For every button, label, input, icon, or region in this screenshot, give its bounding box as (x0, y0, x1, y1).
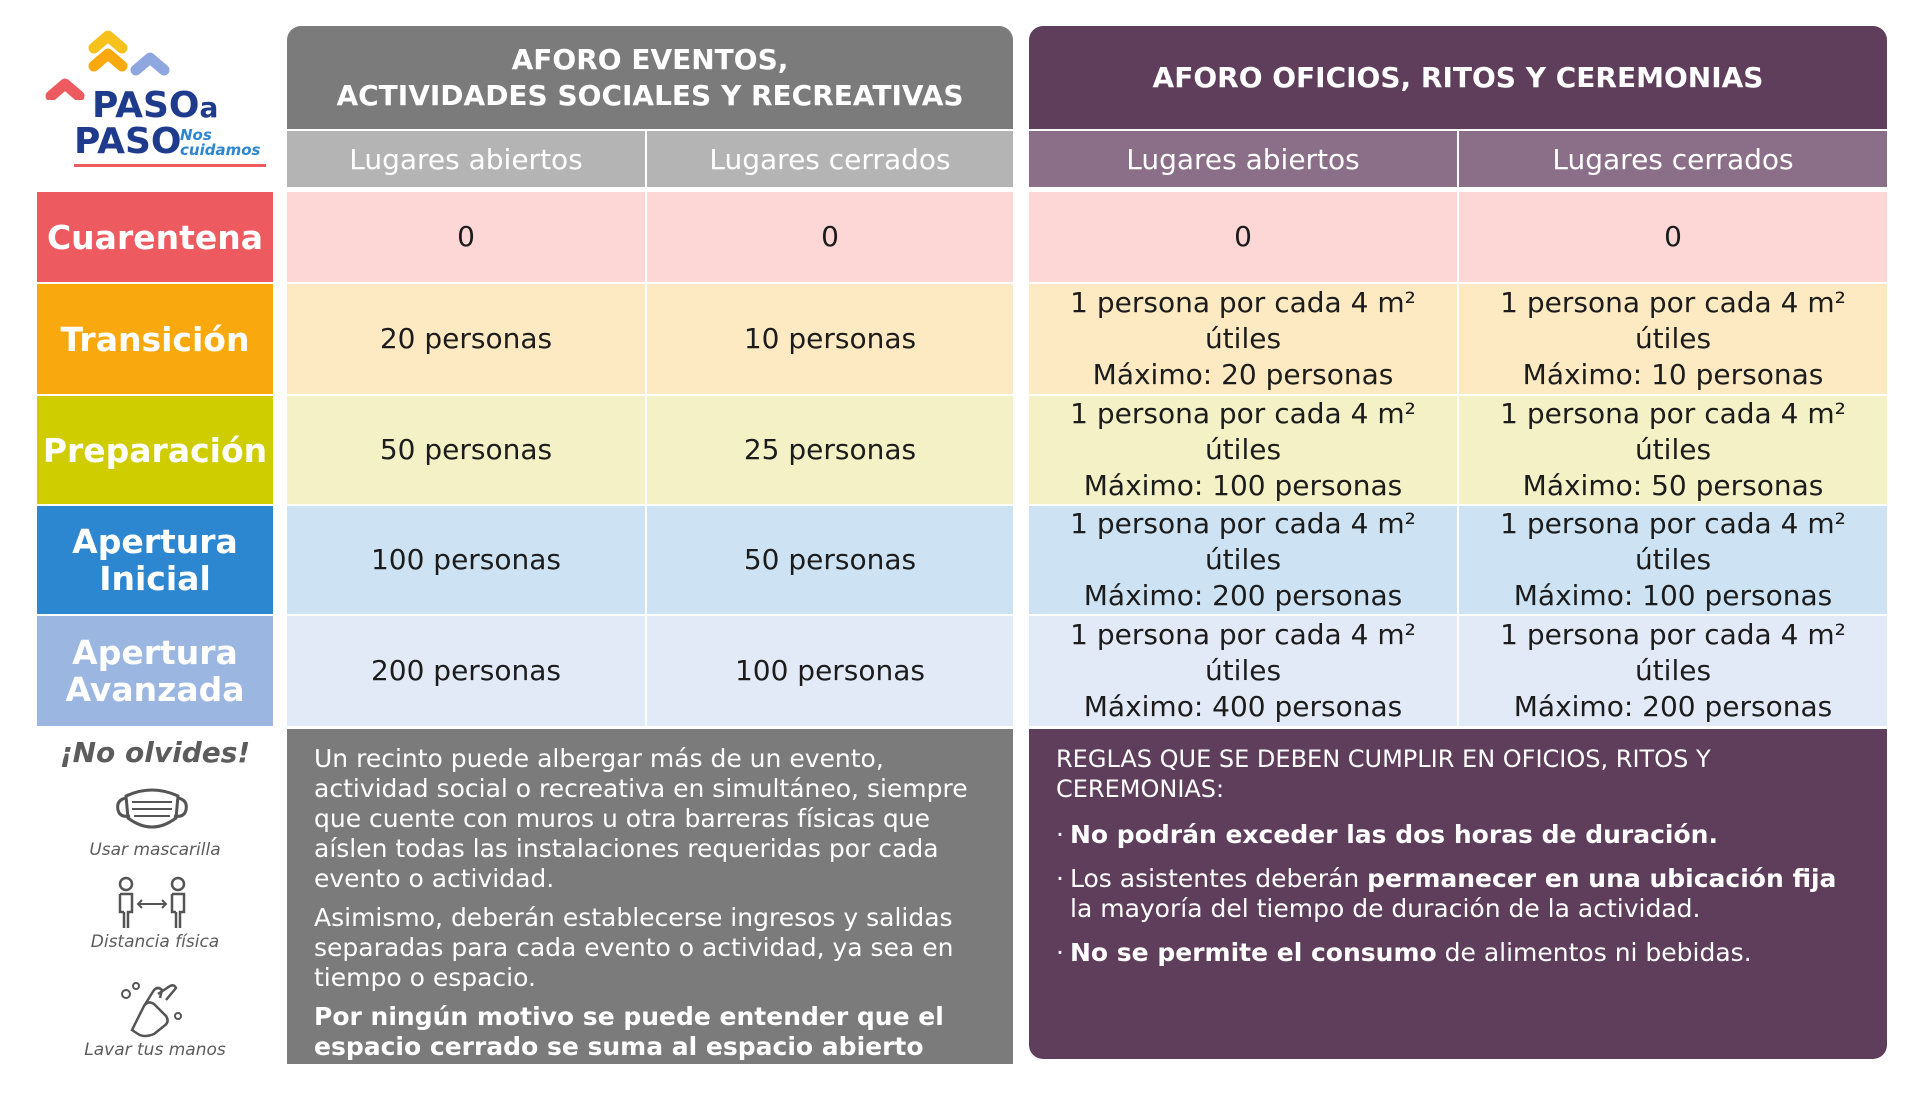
events-note (314, 744, 994, 1101)
ceremonies-col-open-label: Lugares abiertos (1126, 142, 1360, 176)
bullet: · (1056, 864, 1064, 893)
ceremonies-initial-open: 1 persona por cada 4 m² útiles Máximo: 200 personas (1029, 506, 1457, 614)
rule-item (1056, 864, 1866, 924)
events-quarantine-closed: 0 (647, 192, 1013, 282)
reminder-mask-label: Usar mascarilla (89, 840, 221, 860)
events-quarantine-open: 0 (287, 192, 645, 282)
phase-transition (37, 284, 273, 394)
phase-initial-opening (37, 506, 273, 614)
phase-advanced-opening (37, 616, 273, 726)
events-preparation-open: 50 personas (287, 396, 645, 504)
ceremonies-transition-open: 1 persona por cada 4 m² útiles Máximo: 20 personas (1029, 284, 1457, 394)
ceremonies-header (1029, 26, 1887, 129)
events-transition-open: 20 personas (287, 284, 645, 394)
rule2-bold: permanecer en una ubicación fija (1367, 864, 1837, 893)
ceremonies-title: AFORO OFICIOS, RITOS Y CEREMONIAS (1152, 60, 1764, 94)
logo-underline (74, 164, 266, 167)
ceremonies-initial-closed: 1 persona por cada 4 m² útiles Máximo: 100 personas (1459, 506, 1887, 614)
events-col-open-label: Lugares abiertos (349, 142, 583, 176)
ceremonies-col-closed-header (1459, 131, 1887, 187)
phase-label: Cuarentena (46, 217, 264, 257)
paso-a-paso-logo (44, 30, 270, 172)
ceremonies-preparation-closed: 1 persona por cada 4 m² útiles Máximo: 50 personas (1459, 396, 1887, 504)
mask-icon (112, 782, 192, 838)
ceremonies-advanced-open: 1 persona por cada 4 m² útiles Máximo: 400 personas (1029, 616, 1457, 726)
ceremonies-transition-closed: 1 persona por cada 4 m² útiles Máximo: 10 personas (1459, 284, 1887, 394)
reminder-distance-label: Distancia física (90, 932, 220, 952)
phase-preparation (37, 396, 273, 504)
bullet: · (1056, 938, 1064, 967)
rule3-post: de alimentos ni bebidas. (1436, 938, 1752, 967)
ceremonies-quarantine-open: 0 (1029, 192, 1457, 282)
phase-quarantine (37, 192, 273, 282)
events-note-p3: Por ningún motivo se puede entender que el espacio cerrado se suma al espacio abierto para un mismo evento. (314, 1002, 944, 1091)
rule-item (1056, 938, 1866, 968)
events-advanced-closed: 100 personas (647, 616, 1013, 726)
rule2-post: la mayoría del tiempo de duración de la actividad. (1070, 894, 1701, 923)
ceremonies-preparation-open: 1 persona por cada 4 m² útiles Máximo: 100 personas (1029, 396, 1457, 504)
ceremonies-rules (1056, 744, 1866, 982)
logo-word-1: PASO (92, 85, 200, 126)
ceremonies-col-closed-label: Lugares cerrados (1552, 142, 1794, 176)
rule1-bold: No podrán exceder las dos horas de duración. (1070, 820, 1718, 849)
events-header (287, 26, 1013, 129)
events-preparation-closed: 25 personas (647, 396, 1013, 504)
events-advanced-open: 200 personas (287, 616, 645, 726)
distance-icon (112, 876, 192, 932)
events-transition-closed: 10 personas (647, 284, 1013, 394)
logo-tagline-1: Nos (180, 126, 212, 144)
ceremonies-quarantine-closed: 0 (1459, 192, 1887, 282)
events-initial-closed: 50 personas (647, 506, 1013, 614)
rule-item (1056, 820, 1866, 850)
events-initial-open: 100 personas (287, 506, 645, 614)
logo-tagline-2: cuidamos (180, 141, 261, 159)
phase-label: Avanzada (65, 670, 245, 709)
phase-label: Inicial (99, 559, 211, 598)
phase-label: Transición (60, 319, 250, 359)
ceremonies-col-open-header (1029, 131, 1457, 187)
phase-label: Apertura (72, 522, 238, 561)
logo-word-a: a (199, 91, 219, 124)
bullet: · (1056, 820, 1064, 849)
rule2-pre: Los asistentes deberán (1070, 864, 1368, 893)
events-col-open-header (287, 131, 645, 187)
events-title-line1: AFORO EVENTOS, (511, 42, 789, 76)
events-col-closed-label: Lugares cerrados (709, 142, 951, 176)
rule3-bold: No se permite el consumo (1070, 938, 1437, 967)
ceremonies-advanced-closed: 1 persona por cada 4 m² útiles Máximo: 200 personas (1459, 616, 1887, 726)
events-col-closed-header (647, 131, 1013, 187)
logo-word-2: PASO (74, 121, 182, 162)
events-note-p2: Asimismo, deberán establecerse ingresos y salidas separadas para cada evento o actividad, ya sea en tiempo o espacio. (314, 903, 954, 992)
phase-label: Apertura (72, 633, 238, 672)
phase-label: Preparación (42, 430, 268, 470)
rules-title: REGLAS QUE SE DEBEN CUMPLIR EN OFICIOS, RITOS Y CEREMONIAS: (1056, 745, 1711, 803)
events-note-p1: Un recinto puede albergar más de un evento, actividad social o recreativa en simultáneo, siempre que cuente con muros u otra barreras físicas que aíslen todas las instalaciones requeridas por cada evento o actividad. (314, 744, 968, 893)
handwash-icon (114, 980, 190, 1040)
reminder-title: ¡No olvides! (59, 736, 251, 769)
reminder-handwash-label: Lavar tus manos (84, 1040, 226, 1060)
events-title-line2: ACTIVIDADES SOCIALES Y RECREATIVAS (336, 78, 964, 112)
